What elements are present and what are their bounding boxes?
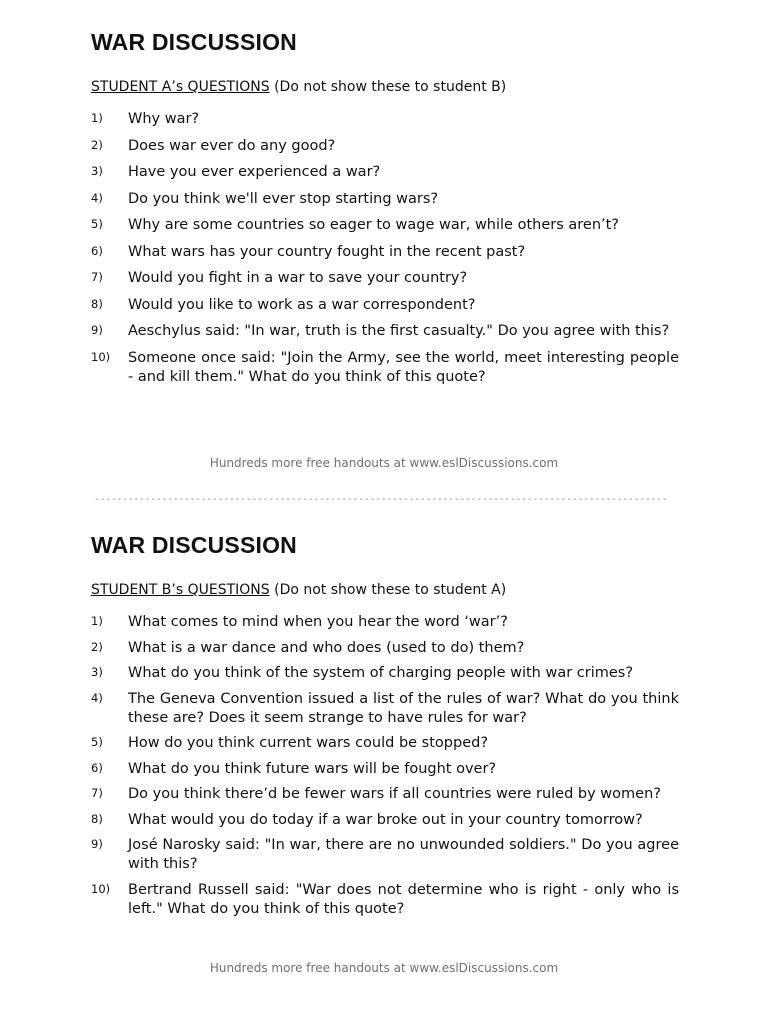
section-student-a <box>91 28 679 394</box>
question-text: Do you think we'll ever stop starting wars? <box>128 190 439 207</box>
subtitle-instruction: (Do not show these to student A) <box>269 582 507 598</box>
footer-link-text: Hundreds more free handouts at www.eslDiscussions.com <box>209 456 559 470</box>
question-text: What is a war dance and who does (used to do) them? <box>128 639 525 656</box>
question-text: What do you think of the system of charging people with war crimes? <box>128 665 634 681</box>
question-item <box>91 811 679 830</box>
question-item <box>91 664 679 683</box>
question-item <box>91 137 679 156</box>
section-subtitle <box>91 581 679 599</box>
question-number: 3) <box>91 164 103 178</box>
question-item <box>91 190 679 209</box>
question-text: The Geneva Convention issued a list of the rules of war? What do you think these are? Does it seem strange to have rules for war? <box>128 690 679 726</box>
question-item <box>91 613 679 632</box>
page-title: WAR DISCUSSION <box>91 532 297 558</box>
question-number: 7) <box>91 270 103 284</box>
question-number: 3) <box>91 665 103 679</box>
question-text: What wars has your country fought in the recent past? <box>128 243 526 260</box>
question-item <box>91 639 679 658</box>
question-number: 4) <box>91 690 103 705</box>
question-item <box>91 881 679 919</box>
page-title: WAR DISCUSSION <box>91 29 297 55</box>
question-item <box>91 243 679 262</box>
question-item <box>91 690 679 728</box>
question-item <box>91 269 679 288</box>
question-number: 8) <box>91 296 103 311</box>
question-text: What would you do today if a war broke out in your country tomorrow? <box>128 811 643 828</box>
question-item <box>91 349 679 387</box>
question-list <box>91 613 679 919</box>
subtitle-instruction: (Do not show these to student B) <box>269 79 507 95</box>
question-number: 2) <box>91 639 103 654</box>
question-text: Why war? <box>128 111 200 127</box>
question-number: 9) <box>91 323 103 337</box>
question-number: 6) <box>91 760 103 775</box>
section-subtitle <box>91 78 679 96</box>
question-item <box>91 760 679 779</box>
question-number: 1) <box>91 614 103 628</box>
question-number: 1) <box>91 111 103 125</box>
footer-link-text: Hundreds more free handouts at www.eslDiscussions.com <box>209 961 559 975</box>
question-text: Do you think there’d be fewer wars if all countries were ruled by women? <box>128 786 661 802</box>
cut-line-divider: ------------------------------------------------------------------------------------------------------ <box>94 494 668 505</box>
question-item <box>91 110 679 129</box>
subtitle-heading: STUDENT A’s QUESTIONS <box>91 79 270 95</box>
question-item <box>91 785 679 804</box>
section-student-b <box>91 531 679 925</box>
question-number: 2) <box>91 137 103 152</box>
question-number: 9) <box>91 837 103 851</box>
question-number: 10) <box>91 349 111 364</box>
question-item <box>91 836 679 874</box>
question-item <box>91 216 679 235</box>
question-text: What do you think future wars will be fought over? <box>128 760 497 777</box>
question-number: 6) <box>91 243 103 258</box>
subtitle-heading: STUDENT B’s QUESTIONS <box>91 582 270 598</box>
question-list <box>91 110 679 387</box>
question-item <box>91 734 679 753</box>
question-text: Bertrand Russell said: "War does not determine who is right - only who is left." What do you think of this quote? <box>128 881 679 917</box>
question-number: 5) <box>91 735 103 749</box>
question-number: 5) <box>91 217 103 231</box>
question-text: José Narosky said: "In war, there are no unwounded soldiers." Do you agree with this? <box>128 837 679 872</box>
question-text: Would you fight in a war to save your country? <box>128 270 468 286</box>
question-number: 10) <box>91 881 111 896</box>
question-text: Does war ever do any good? <box>128 137 336 154</box>
question-text: Aeschylus said: "In war, truth is the first casualty." Do you agree with this? <box>128 323 670 339</box>
question-text: Would you like to work as a war correspondent? <box>128 296 476 313</box>
question-text: Have you ever experienced a war? <box>128 164 381 180</box>
question-text: How do you think current wars could be stopped? <box>128 735 489 751</box>
question-number: 7) <box>91 786 103 800</box>
question-text: Someone once said: "Join the Army, see the world, meet interesting people - and kill them." What do you think of this quote? <box>128 349 679 385</box>
question-item <box>91 163 679 182</box>
question-number: 4) <box>91 190 103 205</box>
question-item <box>91 322 679 341</box>
question-item <box>91 296 679 315</box>
question-text: What comes to mind when you hear the word ‘war’? <box>128 614 508 630</box>
question-number: 8) <box>91 811 103 826</box>
question-text: Why are some countries so eager to wage war, while others aren’t? <box>128 217 620 233</box>
